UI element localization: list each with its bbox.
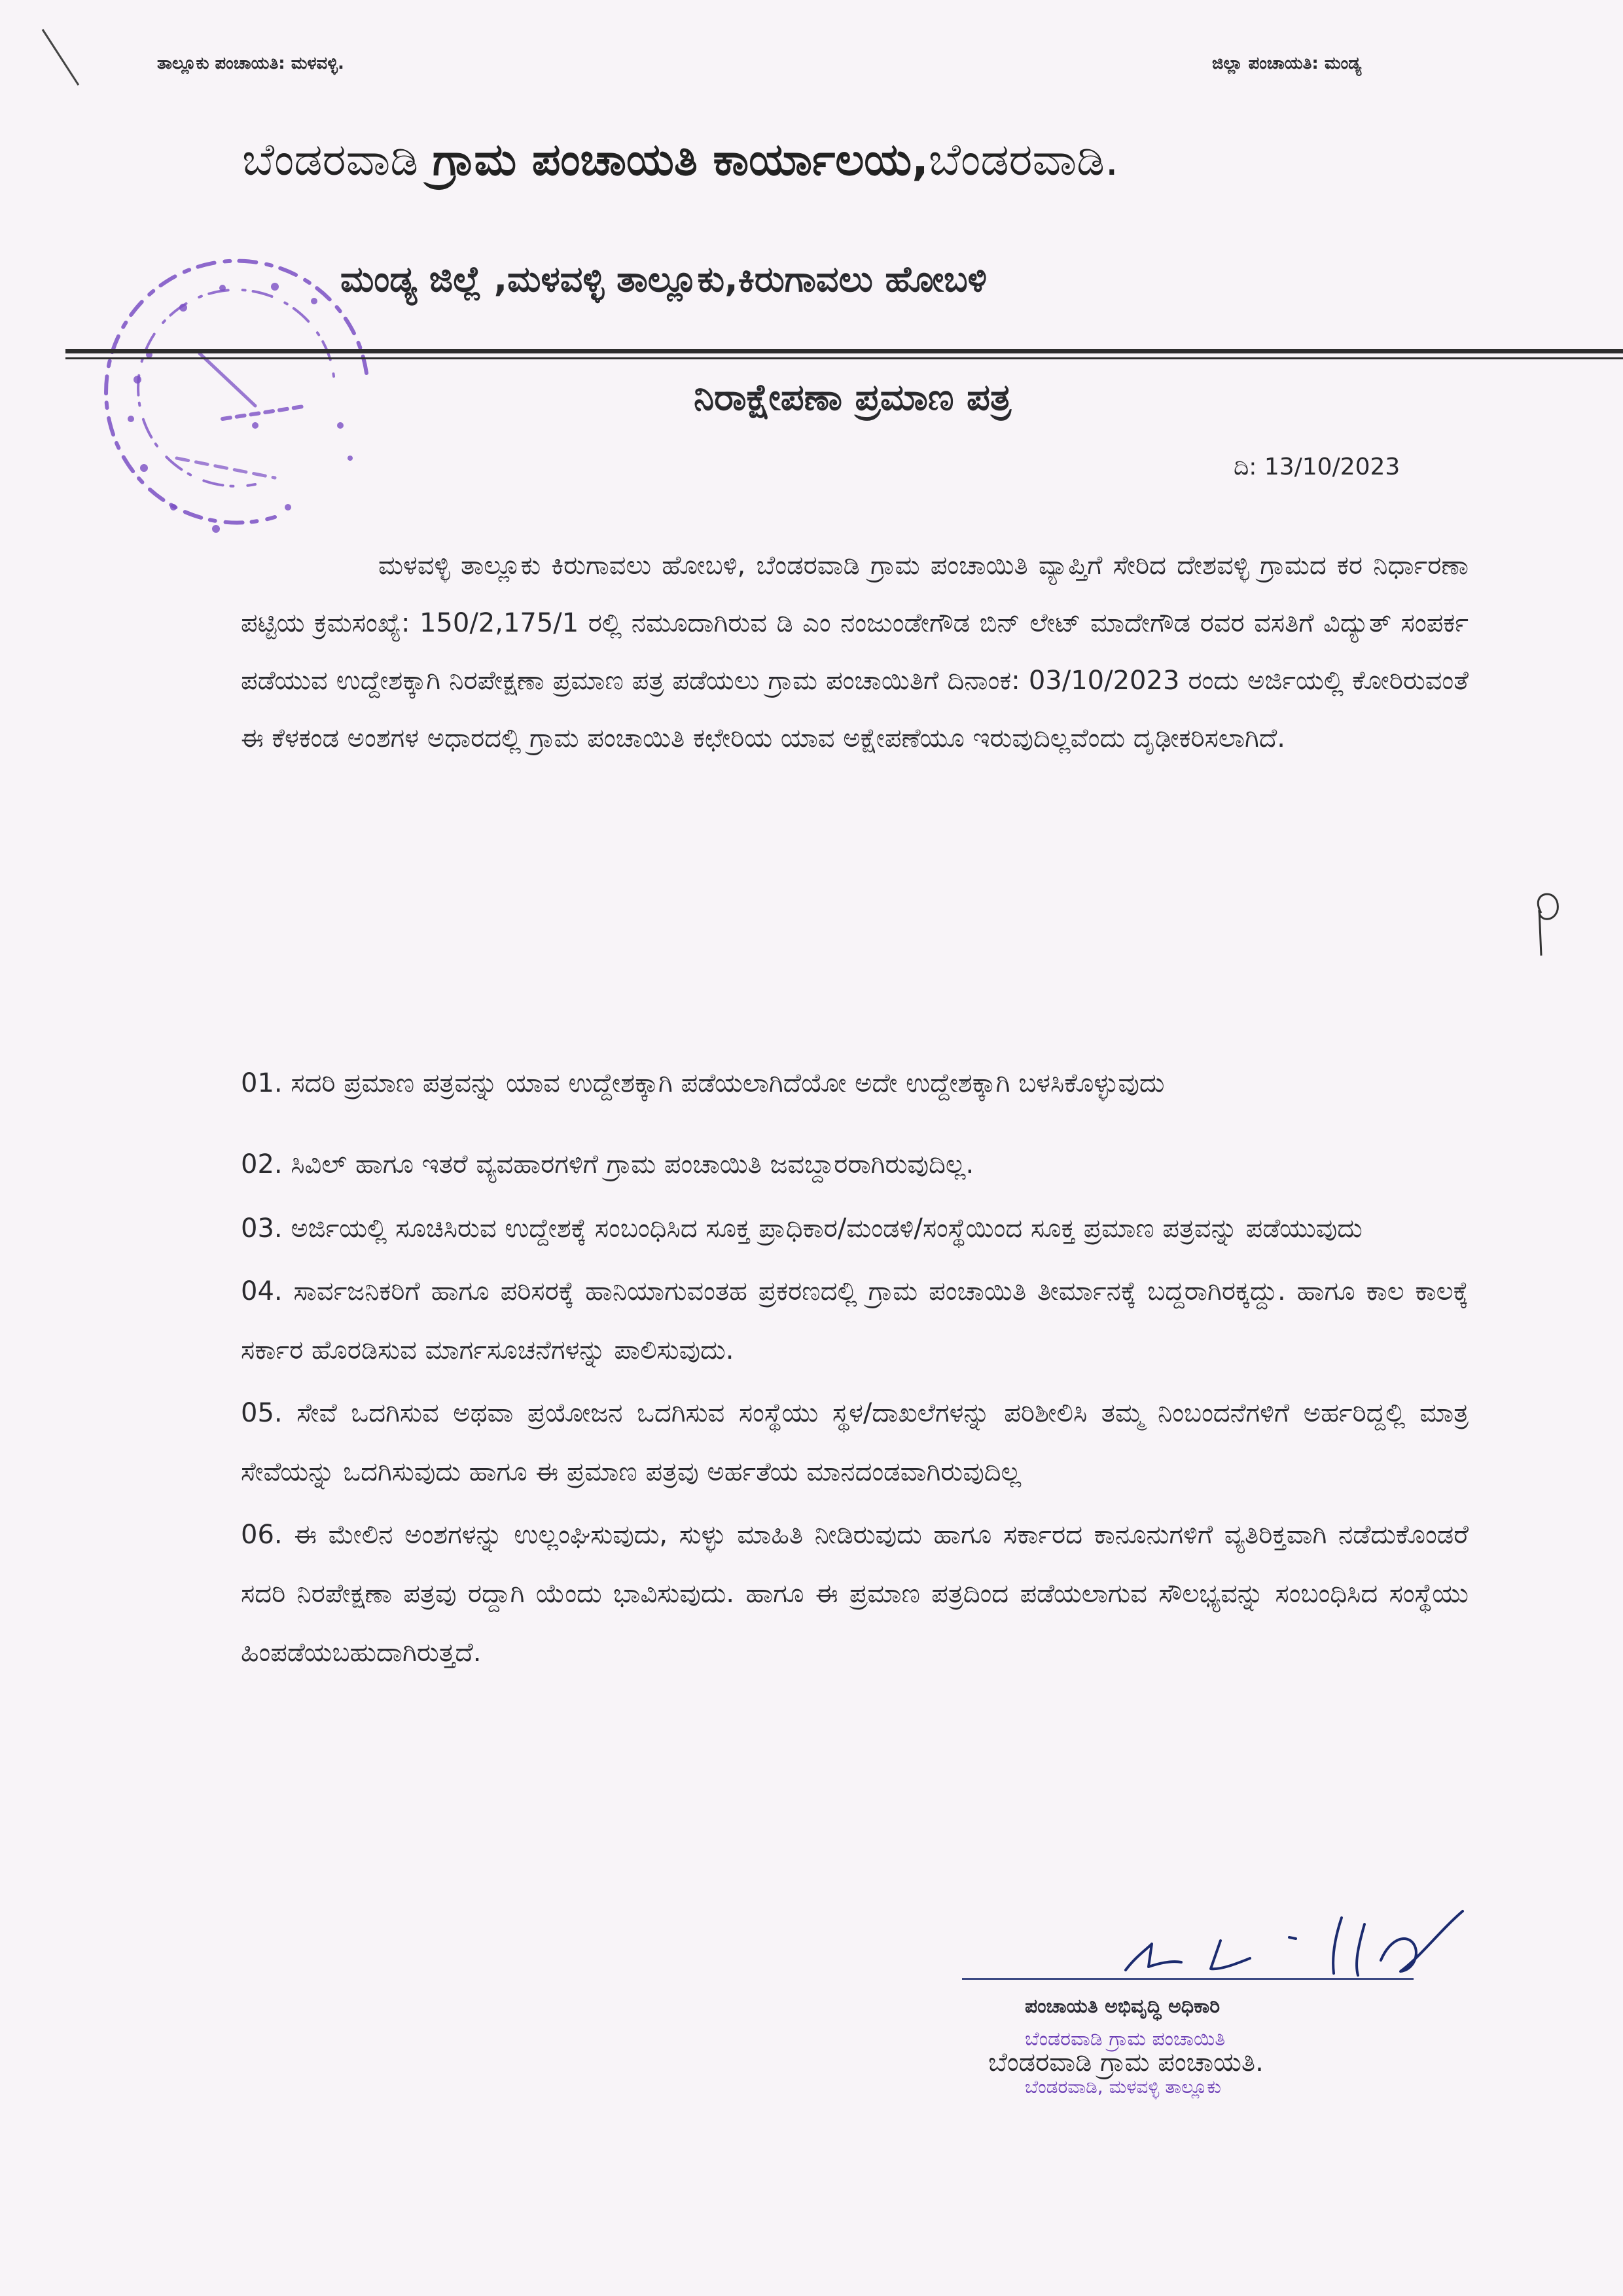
signatory-office: ಬೆಂಡರವಾಡಿ ಗ್ರಾಮ ಪಂಚಾಯತಿ. (988, 2047, 1264, 2077)
stamp-line-1: ಬೆಂಡರವಾಡಿ ಗ್ರಾಮ ಪಂಚಾಯಿತಿ (1025, 2028, 1226, 2051)
header-rule-thin (65, 357, 1623, 359)
office-name: ಗ್ರಾಮ ಪಂಚಾಯತಿ ಕಾರ್ಯಾಲಯ, (432, 134, 929, 186)
office-place: ಬೆಂಡರವಾಡಿ (242, 134, 419, 186)
office-location: ಮಂಡ್ಯ ಜಿಲ್ಲೆ ,ಮಳವಳ್ಳಿ ತಾಲ್ಲೂಕು,ಕಿರುಗಾವಲು ಹೋಬಳಿ (340, 259, 988, 300)
signature-icon (962, 1898, 1499, 1996)
signatory-designation: ಪಂಚಾಯತಿ ಅಭಿವೃದ್ಧಿ ಅಧಿಕಾರಿ (1025, 1995, 1221, 2018)
conditions-list (241, 1054, 1469, 1682)
office-place-2: ಬೆಂಡರವಾಡಿ. (928, 134, 1119, 186)
intro-paragraph: ಮಳವಳ್ಳಿ ತಾಲ್ಲೂಕು ಕಿರುಗಾವಲು ಹೋಬಳಿ, ಬೆಂಡರವಾಡಿ ಗ್ರಾಮ ಪಂಚಾಯಿತಿ ವ್ಯಾಪ್ತಿಗೆ ಸೇರಿದ ದೇಶವಳ್ಳಿ ಗ್ರಾಮದ ಕರ ನಿರ್ಧಾರಣಾ ಪಟ್ಟಿಯ ಕ್ರಮಸಂಖ್ಯೆ: 150/2,175/1 ರಲ್ಲಿ ನಮೂದಾಗಿರುವ ಡಿ ಎಂ ನಂಜುಂಡೇಗೌಡ ಬಿನ್ ಲೇಟ್ ಮಾದೇಗೌಡ ರವರ ವಸತಿಗೆ ವಿದ್ಯುತ್ ಸಂಪರ್ಕ ಪಡೆಯುವ ಉದ್ದೇಶಕ್ಕಾಗಿ ನಿರಪೇಕ್ಷಣಾ ಪ್ರಮಾಣ ಪತ್ರ ಪಡೆಯಲು ಗ್ರಾಮ ಪಂಚಾಯಿತಿಗೆ ದಿನಾಂಕ: 03/10/2023 ರಂದು ಅರ್ಜಿಯಲ್ಲಿ ಕೋರಿರುವಂತೆ ಈ ಕೆಳಕಂಡ ಅಂಶಗಳ ಅಧಾರದಲ್ಲಿ ಗ್ರಾಮ ಪಂಚಾಯಿತಿ ಕಛೇರಿಯ ಯಾವ ಅಕ್ಷೇಪಣೆಯೂ ಇರುವುದಿಲ್ಲವೆಂದು ದೃಢೀಕರಿಸಲಾಗಿದೆ. (241, 550, 1469, 753)
condition-item: 06. ಈ ಮೇಲಿನ ಅಂಶಗಳನ್ನು ಉಲ್ಲಂಘಿಸುವುದು, ಸುಳ್ಳು ಮಾಹಿತಿ ನೀಡಿರುವುದು ಹಾಗೂ ಸರ್ಕಾರದ ಕಾನೂನುಗಳಿಗೆ ವ್ಯತಿರಿಕ್ತವಾಗಿ ನಡೆದುಕೊಂಡರೆ ಸದರಿ ನಿರಪೇಕ್ಷಣಾ ಪತ್ರವು ರದ್ದಾಗಿ ಯೆಂದು ಭಾವಿಸುವುದು. ಹಾಗೂ ಈ ಪ್ರಮಾಣ ಪತ್ರದಿಂದ ಪಡೆಯಲಾಗುವ ಸೌಲಭ್ಯವನ್ನು ಸಂಬಂಧಿಸಿದ ಸಂಸ್ಥೆಯು ಹಿಂಪಡೆಯಬಹುದಾಗಿರುತ್ತದೆ. (241, 1520, 1469, 1668)
condition-item: 05. ಸೇವೆ ಒದಗಿಸುವ ಅಥವಾ ಪ್ರಯೋಜನ ಒದಗಿಸುವ ಸಂಸ್ಥೆಯು ಸ್ಥಳ/ದಾಖಲೆಗಳನ್ನು ಪರಿಶೀಲಿಸಿ ತಮ್ಮ ನಿಂಬಂದನೆಗಳಿಗೆ ಅರ್ಹರಿದ್ದಲ್ಲಿ ಮಾತ್ರ ಸೇವೆಯನ್ನು ಒದಗಿಸುವುದು ಹಾಗೂ ಈ ಪ್ರಮಾಣ ಪತ್ರವು ಅರ್ಹತೆಯ ಮಾನದಂಡವಾಗಿರುವುದಿಲ್ಲ (241, 1398, 1469, 1487)
intro-paragraph-block (241, 537, 1469, 767)
stamp-line-2: ಬೆಂಡರವಾಡಿ, ಮಳವಳ್ಳಿ ತಾಲ್ಲೂಕು (1025, 2076, 1221, 2098)
signature-line (962, 1978, 1414, 1980)
header-rule-thick (65, 349, 1623, 353)
condition-item: 01. ಸದರಿ ಪ್ರಮಾಣ ಪತ್ರವನ್ನು ಯಾವ ಉದ್ದೇಶಕ್ಕಾಗಿ ಪಡೆಯಲಾಗಿದೆಯೋ ಅದೇ ಉದ್ದೇಶಕ್ಕಾಗಿ ಬಳಸಿಕೊಳ್ಳುವುದು (241, 1068, 1165, 1098)
office-heading (242, 134, 1119, 187)
condition-item: 04. ಸಾರ್ವಜನಿಕರಿಗೆ ಹಾಗೂ ಪರಿಸರಕ್ಕೆ ಹಾನಿಯಾಗುವಂತಹ ಪ್ರಕರಣದಲ್ಲಿ ಗ್ರಾಮ ಪಂಚಾಯಿತಿ ತೀರ್ಮಾನಕ್ಕೆ ಬದ್ದರಾಗಿರಕ್ಕದ್ದು. ಹಾಗೂ ಕಾಲ ಕಾಲಕ್ಕೆ ಸರ್ಕಾರ ಹೊರಡಿಸುವ ಮಾರ್ಗಸೂಚನೆಗಳನ್ನು ಪಾಲಿಸುವುದು. (241, 1276, 1469, 1365)
condition-item: 03. ಅರ್ಜಿಯಲ್ಲಿ ಸೂಚಿಸಿರುವ ಉದ್ದೇಶಕ್ಕೆ ಸಂಬಂಧಿಸಿದ ಸೂಕ್ತ ಪ್ರಾಧಿಕಾರ/ಮಂಡಳಿ/ಸಂಸ್ಥೆಯಿಂದ ಸೂಕ್ತ ಪ್ರಮಾಣ ಪತ್ರವನ್ನು ಪಡೆಯುವುದು (241, 1213, 1363, 1244)
zilla-panchayat-label: ಜಿಲ್ಲಾ ಪಂಚಾಯತಿ: ಮಂಡ್ಯ (1212, 54, 1362, 73)
document-date: ದಿ: 13/10/2023 (1234, 454, 1400, 480)
taluk-panchayat-label: ತಾಲ್ಲೂಕು ಪಂಚಾಯತಿ: ಮಳವಳ್ಳಿ. (157, 54, 344, 73)
condition-item: 02. ಸಿವಿಲ್ ಹಾಗೂ ಇತರೆ ವ್ಯವಹಾರಗಳಿಗೆ ಗ್ರಾಮ ಪಂಚಾಯಿತಿ ಜವಬ್ದಾರರಾಗಿರುವುದಿಲ್ಲ. (241, 1149, 974, 1179)
document-title: ನಿರಾಕ್ಷೇಪಣಾ ಪ್ರಮಾಣ ಪತ್ರ (694, 376, 1011, 419)
